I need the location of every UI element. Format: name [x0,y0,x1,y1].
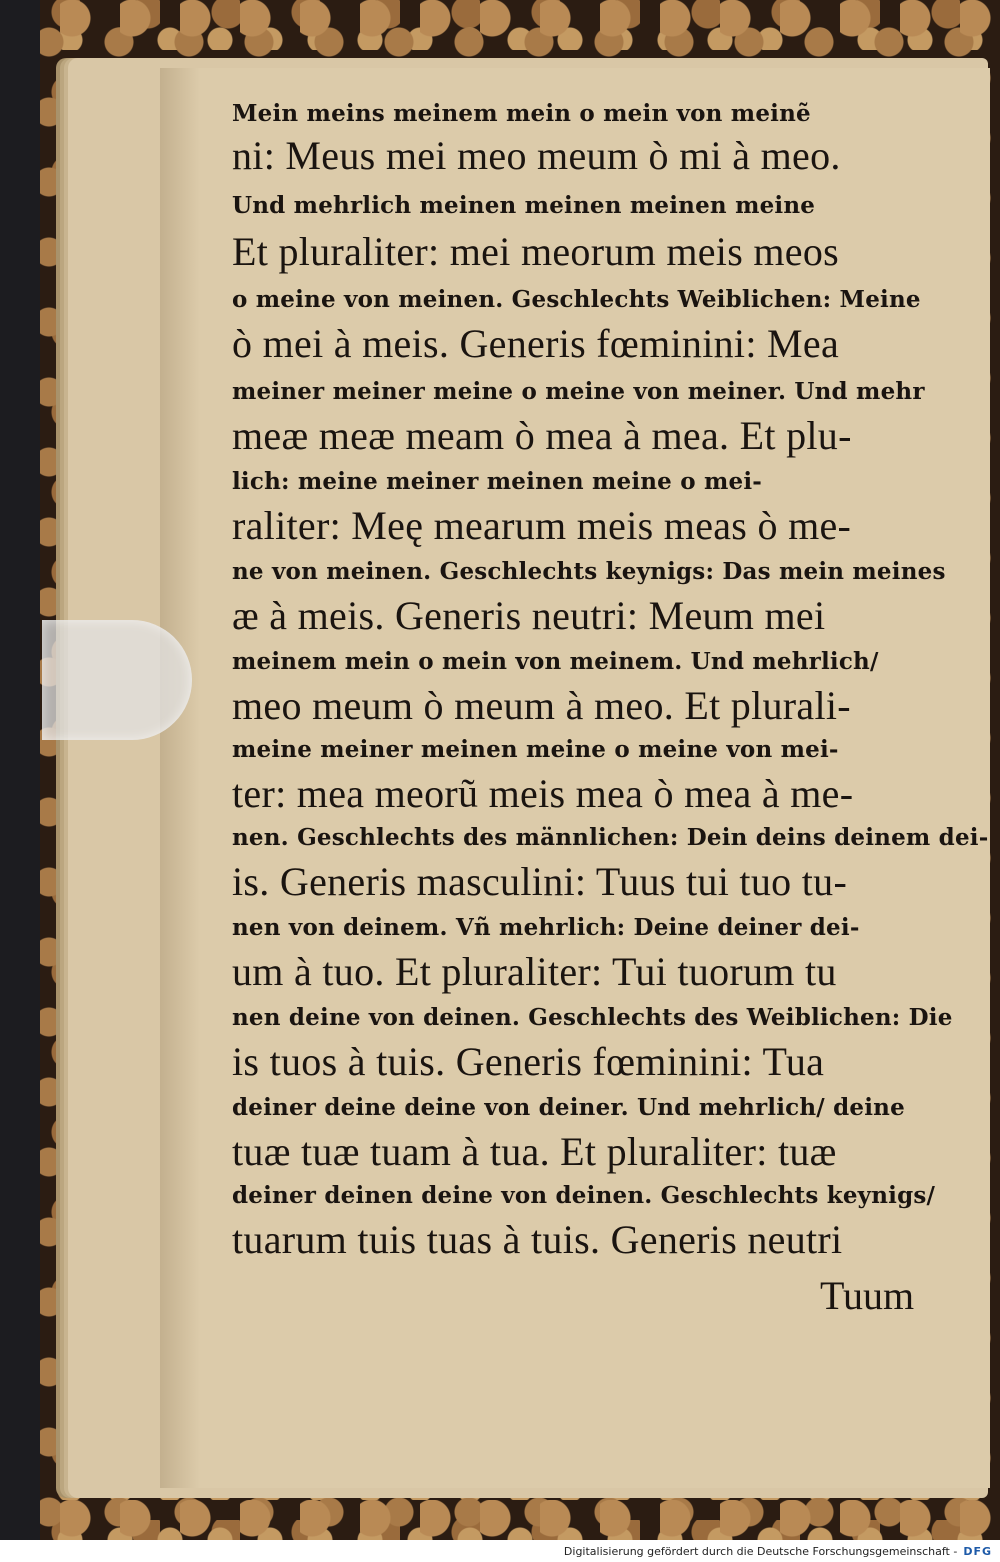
dfg-logo-icon: DFG [963,1544,992,1558]
text-line-german: Mein meins meinem mein o mein von meinẽ [232,100,811,127]
text-line-german: ne von meinen. Geschlechts keynigs: Das mein meines [232,558,946,585]
text-line-latin: raliter: Meę mearum meis meas ò me- [232,503,852,548]
text-line-german: nen. Geschlechts des männlichen: Dein deins deinem dei- [232,824,989,851]
text-line-latin: ni: Meus mei meo meum ò mi à meo. [232,133,841,178]
text-line-german: meiner meiner meine o meine von meiner. Und mehr [232,378,925,405]
text-line-german: meine meiner meinen meine o meine von mei- [232,736,839,763]
funding-notice: Digitalisierung gefördert durch die Deutsche Forschungsgemeinschaft - [563,1544,958,1558]
text-line-german: o meine von meinen. Geschlechts Weiblichen: Meine [232,286,921,313]
text-line-latin: meæ meæ meam ò mea à mea. Et plu- [232,413,852,458]
footer-bar [0,1540,1000,1562]
text-line-latin: meo meum ò meum à meo. Et plurali- [232,683,851,728]
text-line-german: deiner deine deine von deiner. Und mehrlich/ deine [232,1094,905,1121]
book-spine [0,0,40,1540]
catchword: Tuum [820,1273,915,1318]
text-line-german: Und mehrlich meinen meinen meinen meine [232,192,816,219]
text-line-german: meinem mein o mein von meinem. Und mehrlich/ [232,648,879,675]
text-line-german: deiner deinen deine von deinen. Geschlechts keynigs/ [232,1182,936,1209]
text-line-latin: is tuos à tuis. Generis fœminini: Tua [232,1039,825,1084]
text-line-latin: tuæ tuæ tuam à tua. Et pluraliter: tuæ [232,1129,837,1174]
text-line-german: lich: meine meiner meinen meine o mei- [232,468,763,495]
text-line-german: nen deine von deinen. Geschlechts des Weiblichen: Die [232,1004,953,1031]
text-line-latin: ter: mea meorũ meis mea ò mea à me- [232,771,854,816]
text-line-latin: Et pluraliter: mei meorum meis meos [232,229,840,274]
text-line-latin: um à tuo. Et pluraliter: Tui tuorum tu [232,949,837,994]
text-line-latin: tuarum tuis tuas à tuis. Generis neutri [232,1217,843,1262]
text-line-latin: æ à meis. Generis neutri: Meum mei [232,593,826,638]
page-clip [42,620,192,740]
text-line-latin: ò mei à meis. Generis fœminini: Mea [232,321,840,366]
text-line-german: nen von deinem. Vñ mehrlich: Deine deiner dei- [232,914,860,941]
text-line-latin: is. Generis masculini: Tuus tui tuo tu- [232,859,848,904]
